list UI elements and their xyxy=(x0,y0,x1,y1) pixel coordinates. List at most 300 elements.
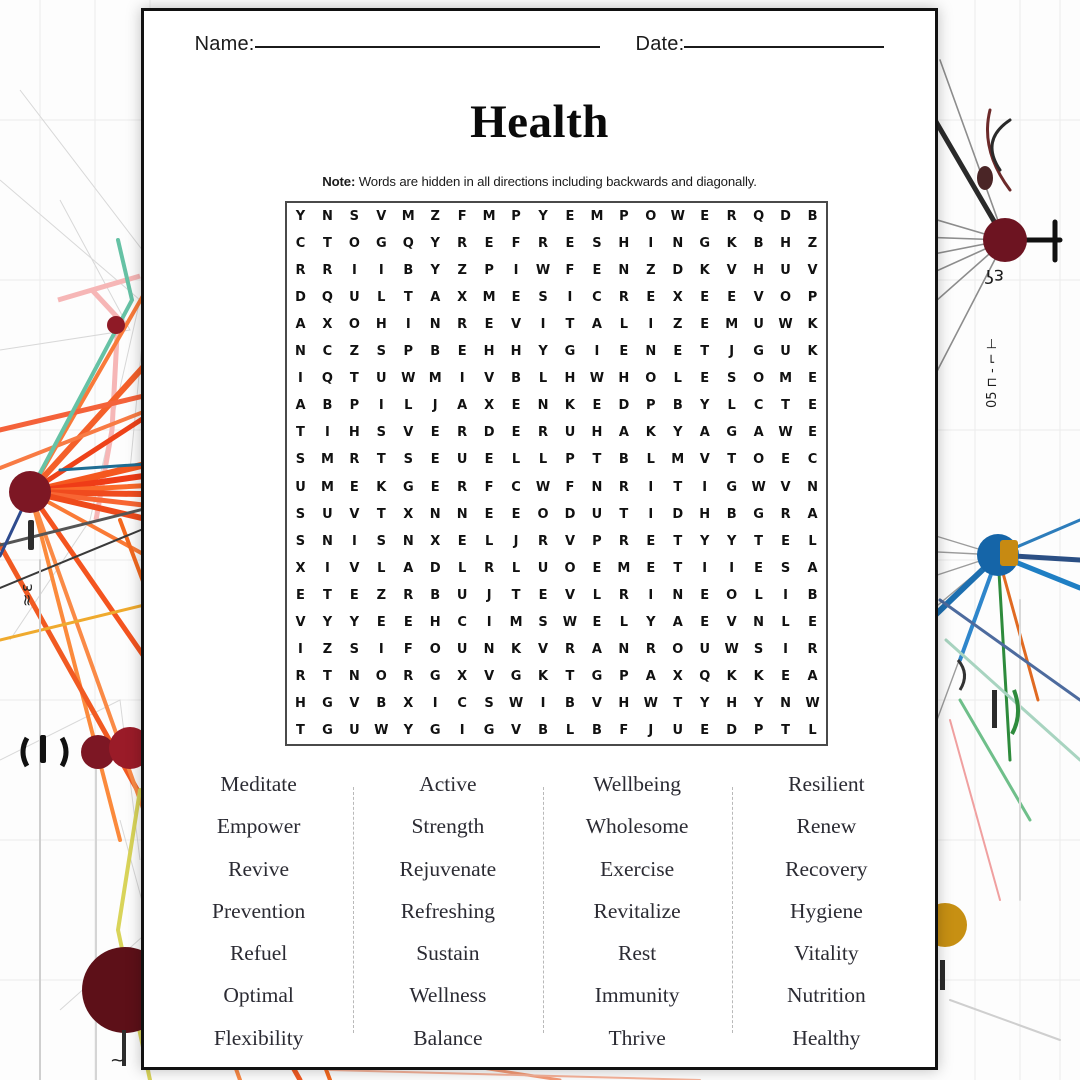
word-list-item[interactable]: Wellness xyxy=(409,983,487,1008)
grid-cell[interactable]: W xyxy=(401,371,416,387)
grid-cell[interactable]: B xyxy=(430,587,441,603)
grid-cell[interactable]: E xyxy=(484,506,494,522)
grid-cell[interactable]: G xyxy=(726,479,737,495)
grid-cell[interactable]: B xyxy=(753,236,764,252)
grid-cell[interactable]: L xyxy=(673,371,682,387)
grid-cell[interactable]: N xyxy=(618,641,630,657)
grid-cell[interactable]: N xyxy=(348,668,360,684)
grid-cell[interactable]: W xyxy=(778,425,793,441)
grid-cell[interactable]: V xyxy=(484,668,495,684)
grid-cell[interactable]: L xyxy=(646,452,655,468)
grid-cell[interactable]: C xyxy=(511,479,521,495)
grid-cell[interactable]: A xyxy=(672,614,683,630)
grid-cell[interactable]: T xyxy=(376,506,386,522)
grid-cell[interactable]: O xyxy=(645,209,657,225)
grid-cell[interactable]: D xyxy=(564,506,576,522)
grid-cell[interactable]: L xyxy=(808,722,817,738)
grid-cell[interactable]: E xyxy=(538,587,548,603)
grid-cell[interactable]: E xyxy=(646,560,656,576)
grid-cell[interactable]: Z xyxy=(457,263,467,279)
grid-cell[interactable]: A xyxy=(645,668,656,684)
grid-cell[interactable]: N xyxy=(672,236,684,252)
grid-cell[interactable]: R xyxy=(538,236,549,252)
word-list-item[interactable]: Renew xyxy=(796,814,857,839)
grid-cell[interactable]: I xyxy=(729,560,735,576)
grid-cell[interactable]: B xyxy=(376,695,387,711)
grid-cell[interactable]: U xyxy=(295,479,306,495)
grid-cell[interactable]: T xyxy=(296,722,305,738)
grid-cell[interactable]: Z xyxy=(349,344,360,360)
grid-cell[interactable]: E xyxy=(700,614,710,630)
grid-cell[interactable]: B xyxy=(726,506,737,522)
grid-cell[interactable]: Y xyxy=(295,209,306,225)
grid-cell[interactable]: E xyxy=(592,398,602,414)
grid-cell[interactable]: X xyxy=(322,317,333,333)
grid-cell[interactable]: G xyxy=(753,344,764,360)
grid-cell[interactable]: Q xyxy=(699,668,711,684)
grid-cell[interactable]: K xyxy=(564,398,575,414)
grid-cell[interactable]: I xyxy=(298,371,303,387)
grid-cell[interactable]: F xyxy=(403,641,413,657)
grid-cell[interactable]: V xyxy=(564,587,575,603)
grid-cell[interactable]: J xyxy=(432,398,438,414)
grid-cell[interactable]: G xyxy=(510,668,522,684)
grid-cell[interactable]: U xyxy=(537,560,549,576)
word-list-item[interactable]: Resilient xyxy=(788,772,865,796)
grid-cell[interactable]: E xyxy=(592,614,602,630)
date-input-rule[interactable] xyxy=(684,45,884,48)
grid-cell[interactable]: M xyxy=(428,371,442,387)
grid-cell[interactable]: T xyxy=(296,425,305,441)
grid-cell[interactable]: I xyxy=(324,560,330,576)
grid-cell[interactable]: F xyxy=(484,479,494,495)
grid-cell[interactable]: V xyxy=(511,317,522,333)
grid-cell[interactable]: W xyxy=(589,371,605,387)
grid-cell[interactable]: W xyxy=(508,695,524,711)
grid-cell[interactable]: P xyxy=(753,722,764,738)
grid-cell[interactable]: T xyxy=(322,236,332,252)
grid-cell[interactable]: L xyxy=(808,533,817,549)
grid-cell[interactable]: I xyxy=(351,263,357,279)
grid-cell[interactable]: N xyxy=(591,479,603,495)
grid-cell[interactable]: P xyxy=(646,398,656,414)
grid-cell[interactable]: G xyxy=(429,722,441,738)
grid-cell[interactable]: O xyxy=(348,317,360,333)
grid-cell[interactable]: I xyxy=(594,344,600,360)
grid-cell[interactable]: V xyxy=(295,614,306,630)
grid-cell[interactable]: J xyxy=(729,344,735,360)
grid-cell[interactable]: E xyxy=(430,425,440,441)
grid-cell[interactable]: G xyxy=(591,668,603,684)
grid-cell[interactable]: Q xyxy=(753,209,765,225)
grid-cell[interactable]: I xyxy=(405,317,411,333)
grid-cell[interactable]: E xyxy=(592,263,602,279)
grid-cell[interactable]: R xyxy=(484,560,495,576)
grid-cell[interactable]: E xyxy=(808,371,817,387)
grid-cell[interactable]: T xyxy=(403,290,413,306)
grid-cell[interactable]: B xyxy=(618,452,629,468)
grid-cell[interactable]: F xyxy=(619,722,629,738)
grid-cell[interactable]: S xyxy=(538,290,548,306)
grid-cell[interactable]: X xyxy=(295,560,306,576)
grid-cell[interactable]: B xyxy=(430,344,441,360)
grid-cell[interactable]: G xyxy=(402,479,414,495)
grid-cell[interactable]: O xyxy=(726,587,738,603)
grid-cell[interactable]: N xyxy=(645,344,657,360)
grid-cell[interactable]: U xyxy=(753,317,764,333)
word-list-item[interactable]: Wholesome xyxy=(585,814,689,839)
grid-cell[interactable]: E xyxy=(484,236,494,252)
grid-cell[interactable]: R xyxy=(349,452,360,468)
grid-cell[interactable]: E xyxy=(349,587,359,603)
grid-cell[interactable]: B xyxy=(511,371,522,387)
grid-cell[interactable]: I xyxy=(378,263,384,279)
grid-cell[interactable]: Y xyxy=(753,695,764,711)
grid-cell[interactable]: R xyxy=(295,263,306,279)
grid-cell[interactable]: N xyxy=(618,263,630,279)
grid-cell[interactable]: D xyxy=(483,425,495,441)
grid-cell[interactable]: R xyxy=(807,641,818,657)
grid-cell[interactable]: H xyxy=(348,425,360,441)
grid-cell[interactable]: M xyxy=(671,452,685,468)
grid-cell[interactable]: I xyxy=(459,722,465,738)
name-field[interactable] xyxy=(195,33,600,56)
grid-cell[interactable]: B xyxy=(403,263,414,279)
grid-cell[interactable]: T xyxy=(349,371,359,387)
grid-cell[interactable]: K xyxy=(753,668,764,684)
grid-cell[interactable]: T xyxy=(727,452,737,468)
grid-cell[interactable]: S xyxy=(753,641,764,657)
grid-cell[interactable]: T xyxy=(376,452,386,468)
grid-cell[interactable]: Y xyxy=(646,614,656,630)
grid-cell[interactable]: E xyxy=(700,587,710,603)
grid-cell[interactable]: Y xyxy=(403,722,413,738)
grid-cell[interactable]: V xyxy=(349,560,360,576)
grid-cell[interactable]: I xyxy=(513,263,519,279)
grid-cell[interactable]: R xyxy=(457,479,468,495)
grid-cell[interactable]: X xyxy=(430,533,441,549)
grid-cell[interactable]: O xyxy=(753,371,765,387)
grid-cell[interactable]: Z xyxy=(646,263,656,279)
grid-cell[interactable]: E xyxy=(700,371,710,387)
grid-cell[interactable]: L xyxy=(727,398,736,414)
grid-cell[interactable]: Z xyxy=(322,641,333,657)
grid-cell[interactable]: E xyxy=(700,209,710,225)
grid-cell[interactable]: C xyxy=(753,398,764,414)
grid-cell[interactable]: Y xyxy=(700,695,710,711)
grid-cell[interactable]: H xyxy=(726,695,738,711)
grid-cell[interactable]: W xyxy=(535,479,551,495)
grid-cell[interactable]: E xyxy=(484,317,494,333)
grid-cell[interactable]: H xyxy=(618,695,630,711)
grid-cell[interactable]: M xyxy=(509,614,523,630)
grid-cell[interactable]: G xyxy=(429,668,441,684)
grid-cell[interactable]: Y xyxy=(538,344,548,360)
grid-cell[interactable]: G xyxy=(699,236,711,252)
grid-cell[interactable]: E xyxy=(781,452,791,468)
grid-cell[interactable]: L xyxy=(377,290,386,306)
grid-cell[interactable]: V xyxy=(484,371,495,387)
word-list-item[interactable]: Empower xyxy=(216,814,301,839)
grid-cell[interactable]: F xyxy=(457,209,467,225)
grid-cell[interactable]: T xyxy=(700,344,710,360)
grid-cell[interactable]: C xyxy=(322,344,333,360)
grid-cell[interactable]: P xyxy=(403,344,414,360)
grid-cell[interactable]: D xyxy=(672,263,684,279)
grid-cell[interactable]: Q xyxy=(321,290,333,306)
grid-cell[interactable]: O xyxy=(645,371,657,387)
word-list-item[interactable]: Strength xyxy=(411,814,485,839)
grid-cell[interactable]: R xyxy=(457,425,468,441)
grid-cell[interactable]: V xyxy=(726,614,737,630)
grid-cell[interactable]: M xyxy=(590,209,604,225)
grid-cell[interactable]: T xyxy=(619,506,629,522)
grid-cell[interactable]: Y xyxy=(430,263,440,279)
grid-cell[interactable]: H xyxy=(429,614,441,630)
grid-cell[interactable]: N xyxy=(295,344,306,360)
grid-cell[interactable]: I xyxy=(783,641,788,657)
grid-cell[interactable]: K xyxy=(511,641,522,657)
grid-cell[interactable]: A xyxy=(591,641,602,657)
grid-cell[interactable]: N xyxy=(429,506,441,522)
grid-cell[interactable]: Y xyxy=(700,533,710,549)
grid-cell[interactable]: S xyxy=(376,533,386,549)
grid-cell[interactable]: U xyxy=(349,722,360,738)
grid-cell[interactable]: L xyxy=(377,560,386,576)
grid-cell[interactable]: E xyxy=(511,290,521,306)
grid-cell[interactable]: R xyxy=(645,641,656,657)
grid-cell[interactable]: A xyxy=(403,560,414,576)
grid-cell[interactable]: U xyxy=(699,641,710,657)
grid-cell[interactable]: P xyxy=(619,668,629,684)
grid-cell[interactable]: S xyxy=(376,344,386,360)
grid-cell[interactable]: S xyxy=(295,533,306,549)
grid-cell[interactable]: P xyxy=(565,452,575,468)
grid-cell[interactable]: A xyxy=(618,425,629,441)
grid-cell[interactable]: S xyxy=(403,452,413,468)
grid-cell[interactable]: Y xyxy=(322,614,333,630)
grid-cell[interactable]: C xyxy=(807,452,818,468)
grid-cell[interactable]: E xyxy=(619,344,629,360)
grid-cell[interactable]: H xyxy=(753,263,765,279)
grid-cell[interactable]: K xyxy=(726,236,737,252)
grid-cell[interactable]: R xyxy=(618,533,629,549)
grid-cell[interactable]: J xyxy=(486,587,492,603)
grid-cell[interactable]: X xyxy=(672,290,683,306)
grid-cell[interactable]: T xyxy=(565,668,575,684)
grid-cell[interactable]: L xyxy=(619,614,629,630)
grid-cell[interactable]: E xyxy=(673,344,683,360)
grid-cell[interactable]: W xyxy=(374,722,389,738)
grid-cell[interactable]: I xyxy=(351,533,357,549)
grid-cell[interactable]: L xyxy=(511,452,521,468)
word-list-item[interactable]: Revitalize xyxy=(593,898,681,923)
grid-cell[interactable]: K xyxy=(807,344,818,360)
grid-cell[interactable]: S xyxy=(295,506,306,522)
word-list-item[interactable]: Exercise xyxy=(600,856,675,881)
grid-cell[interactable]: E xyxy=(646,533,656,549)
grid-cell[interactable]: X xyxy=(403,695,414,711)
grid-cell[interactable]: B xyxy=(672,398,683,414)
grid-cell[interactable]: S xyxy=(349,209,360,225)
grid-cell[interactable]: B xyxy=(807,209,818,225)
grid-cell[interactable]: I xyxy=(540,317,546,333)
grid-cell[interactable]: W xyxy=(670,209,685,225)
word-list-item[interactable]: Active xyxy=(419,772,477,796)
grid-cell[interactable]: G xyxy=(753,506,764,522)
grid-cell[interactable]: D xyxy=(295,290,306,306)
word-list-item[interactable]: Recovery xyxy=(785,856,868,881)
grid-cell[interactable]: O xyxy=(375,668,387,684)
grid-cell[interactable]: L xyxy=(619,317,629,333)
grid-cell[interactable]: Y xyxy=(430,236,440,252)
word-list-item[interactable]: Hygiene xyxy=(789,898,863,923)
grid-cell[interactable]: V xyxy=(726,263,737,279)
grid-cell[interactable]: Y xyxy=(349,614,360,630)
grid-cell[interactable]: U xyxy=(672,722,684,738)
grid-cell[interactable]: O xyxy=(564,560,576,576)
grid-cell[interactable]: L xyxy=(754,587,763,603)
grid-cell[interactable]: A xyxy=(753,425,764,441)
grid-cell[interactable]: E xyxy=(430,452,440,468)
grid-cell[interactable]: W xyxy=(724,641,739,657)
grid-cell[interactable]: E xyxy=(484,452,494,468)
grid-cell[interactable]: S xyxy=(484,695,494,711)
grid-cell[interactable]: I xyxy=(298,641,303,657)
grid-cell[interactable]: A xyxy=(295,398,306,414)
grid-cell[interactable]: L xyxy=(781,614,790,630)
grid-cell[interactable]: U xyxy=(780,263,791,279)
grid-cell[interactable]: K xyxy=(537,668,549,684)
grid-cell[interactable]: S xyxy=(780,560,791,576)
grid-cell[interactable]: Q xyxy=(402,236,414,252)
grid-cell[interactable]: E xyxy=(700,722,710,738)
grid-cell[interactable]: I xyxy=(567,290,573,306)
grid-cell[interactable]: T xyxy=(673,479,683,495)
grid-cell[interactable]: N xyxy=(321,209,333,225)
grid-cell[interactable]: M xyxy=(320,452,334,468)
word-list-item[interactable]: Balance xyxy=(413,1025,483,1050)
grid-cell[interactable]: A xyxy=(807,560,818,576)
grid-cell[interactable]: T xyxy=(673,533,683,549)
grid-cell[interactable]: L xyxy=(565,722,575,738)
grid-cell[interactable]: H xyxy=(591,425,603,441)
grid-cell[interactable]: F xyxy=(565,479,575,495)
grid-cell[interactable]: D xyxy=(672,506,684,522)
grid-cell[interactable]: I xyxy=(648,479,654,495)
grid-cell[interactable]: E xyxy=(700,317,710,333)
grid-cell[interactable]: H xyxy=(483,344,495,360)
grid-cell[interactable]: V xyxy=(807,263,818,279)
grid-cell[interactable]: E xyxy=(754,560,764,576)
grid-cell[interactable]: V xyxy=(591,695,602,711)
grid-cell[interactable]: D xyxy=(726,722,738,738)
grid-cell[interactable]: R xyxy=(295,668,306,684)
grid-cell[interactable]: I xyxy=(486,614,492,630)
grid-cell[interactable]: S xyxy=(295,452,306,468)
grid-cell[interactable]: E xyxy=(808,398,817,414)
grid-cell[interactable]: R xyxy=(322,263,333,279)
word-list-item[interactable]: Refuel xyxy=(229,941,288,966)
grid-cell[interactable]: P xyxy=(484,263,494,279)
grid-cell[interactable]: R xyxy=(457,317,468,333)
grid-cell[interactable]: N xyxy=(321,533,333,549)
grid-cell[interactable]: U xyxy=(376,371,387,387)
grid-cell[interactable]: I xyxy=(459,371,465,387)
word-list-item[interactable]: Sustain xyxy=(416,941,480,966)
grid-cell[interactable]: E xyxy=(376,614,386,630)
grid-cell[interactable]: I xyxy=(648,587,654,603)
grid-cell[interactable]: X xyxy=(457,290,468,306)
word-list-item[interactable]: Refreshing xyxy=(400,898,496,923)
grid-cell[interactable]: W xyxy=(562,614,578,630)
grid-cell[interactable]: O xyxy=(537,506,549,522)
grid-cell[interactable]: N xyxy=(672,587,684,603)
grid-cell[interactable]: H xyxy=(618,236,630,252)
grid-cell[interactable]: O xyxy=(753,452,765,468)
grid-cell[interactable]: V xyxy=(699,452,710,468)
grid-cell[interactable]: C xyxy=(592,290,602,306)
grid-cell[interactable]: V xyxy=(780,479,791,495)
grid-cell[interactable]: H xyxy=(564,371,576,387)
grid-cell[interactable]: N xyxy=(483,641,495,657)
grid-cell[interactable]: V xyxy=(349,506,360,522)
grid-cell[interactable]: A xyxy=(807,668,818,684)
grid-cell[interactable]: I xyxy=(378,398,384,414)
grid-cell[interactable]: A xyxy=(430,290,441,306)
grid-cell[interactable]: B xyxy=(591,722,602,738)
grid-cell[interactable]: M xyxy=(482,290,496,306)
grid-cell[interactable]: W xyxy=(751,479,766,495)
grid-cell[interactable]: E xyxy=(565,236,575,252)
grid-cell[interactable]: E xyxy=(511,398,521,414)
grid-cell[interactable]: F xyxy=(511,236,521,252)
grid-cell[interactable]: L xyxy=(484,533,494,549)
grid-cell[interactable]: Y xyxy=(700,398,710,414)
grid-cell[interactable]: E xyxy=(592,560,602,576)
grid-cell[interactable]: E xyxy=(349,479,359,495)
grid-cell[interactable]: E xyxy=(808,425,817,441)
grid-cell[interactable]: R xyxy=(618,587,629,603)
grid-cell[interactable]: J xyxy=(648,722,654,738)
grid-cell[interactable]: H xyxy=(618,371,630,387)
name-input-rule[interactable] xyxy=(255,45,600,48)
grid-cell[interactable]: E xyxy=(511,506,521,522)
grid-cell[interactable]: D xyxy=(780,209,791,225)
grid-cell[interactable]: N xyxy=(780,695,792,711)
word-list-item[interactable]: Prevention xyxy=(212,898,306,923)
grid-cell[interactable]: E xyxy=(808,614,817,630)
grid-cell[interactable]: O xyxy=(780,290,792,306)
grid-cell[interactable]: N xyxy=(456,506,468,522)
grid-cell[interactable]: Y xyxy=(538,209,548,225)
grid-cell[interactable]: P xyxy=(592,533,602,549)
grid-cell[interactable]: M xyxy=(482,209,496,225)
grid-cell[interactable]: I xyxy=(783,587,788,603)
grid-cell[interactable]: R xyxy=(538,533,549,549)
grid-cell[interactable]: E xyxy=(457,533,467,549)
grid-cell[interactable]: K xyxy=(699,263,710,279)
word-search-grid[interactable] xyxy=(287,203,826,744)
word-list-item[interactable]: Rejuvenate xyxy=(399,856,497,881)
grid-cell[interactable]: U xyxy=(456,587,468,603)
grid-cell[interactable]: C xyxy=(457,695,467,711)
grid-cell[interactable]: W xyxy=(535,263,551,279)
grid-cell[interactable]: J xyxy=(513,533,519,549)
grid-cell[interactable]: K xyxy=(726,668,737,684)
grid-cell[interactable]: A xyxy=(457,398,468,414)
grid-cell[interactable]: T xyxy=(592,452,602,468)
